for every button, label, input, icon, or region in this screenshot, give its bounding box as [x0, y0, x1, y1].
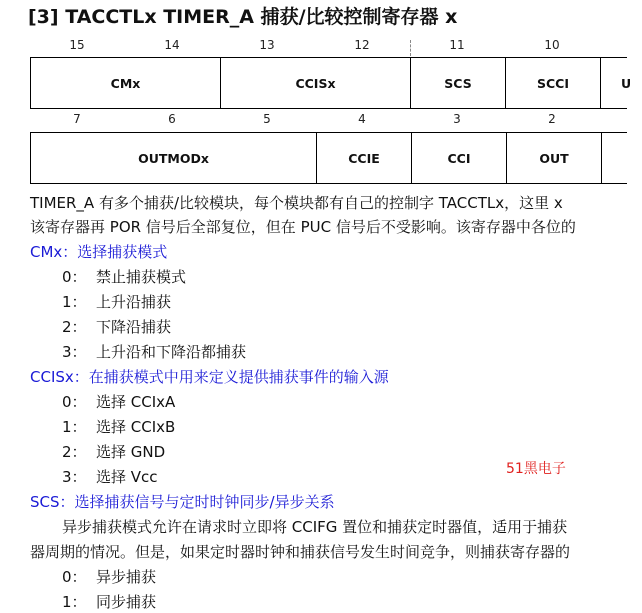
item-text: 选择 Vcc	[96, 468, 158, 486]
list-item	[62, 566, 156, 587]
bit-number: 14	[164, 38, 180, 52]
item-text: 禁止捕获模式	[96, 268, 187, 286]
item-number: 2：	[62, 443, 87, 461]
watermark: 51黑电子	[506, 461, 566, 477]
item-text: 同步捕获	[96, 593, 157, 611]
list-item	[62, 341, 246, 362]
item-number: 0：	[62, 268, 87, 286]
intro-line: 该寄存器再 POR 信号后全部复位，但在 PUC 信号后不受影响。该寄存器中各位的	[30, 218, 576, 236]
field-ccisx: CCISx	[221, 58, 411, 108]
bit-number: 11	[449, 38, 465, 52]
field-cmx: CMx	[31, 58, 221, 108]
scs-desc-line: 异步捕获模式允许在请求时立即将 CCIFG 置位和捕获定时器值，适用于捕获	[62, 518, 568, 536]
list-item	[62, 316, 171, 337]
scs-desc-line: 器周期的情况。但是，如果定时器时钟和捕获信号发生时间竞争，则捕获寄存器的	[30, 543, 571, 561]
item-text: 选择 CCIxB	[96, 418, 176, 436]
item-text: 上升沿捕获	[96, 293, 172, 311]
item-text: 选择 CCIxA	[96, 393, 176, 411]
item-text: 异步捕获	[96, 568, 157, 586]
item-number: 0：	[62, 393, 87, 411]
list-item	[62, 441, 165, 462]
bit-number: 4	[358, 112, 366, 126]
field-unused: U	[621, 75, 632, 91]
field-outmodx: OUTMODx	[31, 133, 317, 183]
field-cutoff	[602, 133, 642, 183]
item-number: 1：	[62, 593, 87, 611]
page-title: [3] TACCTLx TIMER_A 捕获/比较控制寄存器 x	[28, 6, 458, 28]
cmx-heading: CMx：选择捕获模式	[30, 243, 168, 261]
register-row-low	[30, 132, 627, 184]
bit-number: 5	[263, 112, 271, 126]
field-cci: CCI	[412, 133, 507, 183]
item-number: 2：	[62, 318, 87, 336]
field-ccie: CCIE	[317, 133, 412, 183]
item-number: 3：	[62, 343, 87, 361]
item-number: 1：	[62, 293, 87, 311]
register-row-high	[30, 57, 632, 109]
bit-number: 15	[69, 38, 85, 52]
bit-number: 6	[168, 112, 176, 126]
scs-heading: SCS：选择捕获信号与定时时钟同步/异步关系	[30, 493, 335, 511]
item-text: 上升沿和下降沿都捕获	[96, 343, 247, 361]
bit-number: 13	[259, 38, 275, 52]
field-out: OUT	[507, 133, 602, 183]
list-item	[62, 416, 175, 437]
bit-number: 3	[453, 112, 461, 126]
bit-number: 12	[354, 38, 370, 52]
item-number: 1：	[62, 418, 87, 436]
list-item	[62, 591, 156, 612]
item-text: 下降沿捕获	[96, 318, 172, 336]
field-scs: SCS	[411, 58, 506, 108]
bit-number: 10	[544, 38, 560, 52]
field-scci: SCCI	[506, 58, 601, 108]
list-item	[62, 391, 175, 412]
bit-number: 2	[548, 112, 556, 126]
list-item	[62, 291, 171, 312]
list-item	[62, 466, 158, 487]
bit-number: 7	[73, 112, 81, 126]
divider	[410, 40, 411, 56]
ccisx-heading: CCISx：在捕获模式中用来定义提供捕获事件的输入源	[30, 368, 389, 386]
item-text: 选择 GND	[96, 443, 166, 461]
intro-line: TIMER_A 有多个捕获/比较模块，每个模块都有自己的控制字 TACCTLx，这里 x	[30, 194, 563, 212]
item-number: 3：	[62, 468, 87, 486]
list-item	[62, 266, 186, 287]
item-number: 0：	[62, 568, 87, 586]
